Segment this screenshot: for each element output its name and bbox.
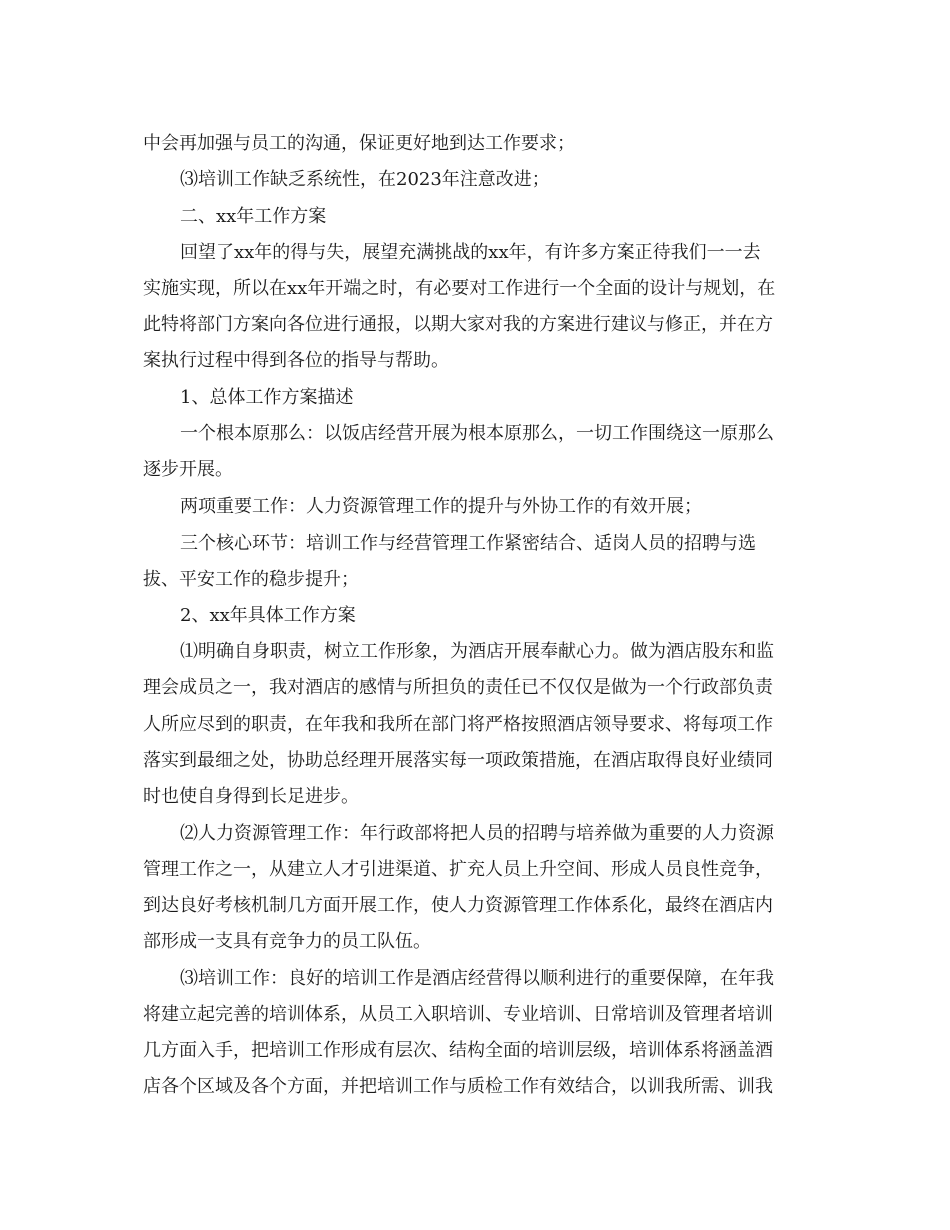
text-line: ⑴明确自身职责，树立工作形象，为酒店开展奉献心力。做为酒店股东和监 (180, 641, 774, 662)
text-line: 此特将部门方案向各位进行通报，以期大家对我的方案进行建议与修正，并在方 (143, 314, 773, 335)
text-line: 中会再加强与员工的沟通，保证更好地到达工作要求； (143, 133, 575, 154)
text-line: 到达良好考核机制几方面开展工作，使人力资源管理工作体系化，最终在酒店内 (143, 895, 773, 916)
text-line: 时也使自身得到长足进步。 (143, 786, 359, 807)
text-line: ⑶培训工作：良好的培训工作是酒店经营得以顺利进行的重要保障，在年我 (180, 968, 774, 989)
text-line: 落实到最细之处，协助总经理开展落实每一项政策措施，在酒店取得良好业绩同 (143, 750, 773, 771)
text-line: 部形成一支具有竞争力的员工队伍。 (143, 931, 431, 952)
text-line: 三个核心环节：培训工作与经营管理工作紧密结合、适岗人员的招聘与选 (180, 533, 756, 554)
text-line: 两项重要工作：人力资源管理工作的提升与外协工作的有效开展； (180, 496, 702, 517)
text-line: ⑶培训工作缺乏系统性，在2023年注意改进； (180, 169, 550, 190)
subsection-heading: 2、xx年具体工作方案 (180, 605, 356, 626)
text-line: 店各个区域及各个方面，并把培训工作与质检工作有效结合，以训我所需、训我 (143, 1076, 773, 1097)
text-line: 回望了xx年的得与失，展望充满挑战的xx年，有许多方案正待我们一一去 (180, 242, 761, 263)
subsection-heading: 1、总体工作方案描述 (180, 387, 354, 408)
text-line: 实施实现，所以在xx年开端之时，有必要对工作进行一个全面的设计与规划，在 (143, 278, 776, 299)
text-line: 将建立起完善的培训体系，从员工入职培训、专业培训、日常培训及管理者培训 (143, 1004, 773, 1025)
text-line: 案执行过程中得到各位的指导与帮助。 (143, 350, 449, 371)
text-line: 一个根本原那么：以饭店经营开展为根本原那么，一切工作围绕这一原那么 (180, 423, 774, 444)
text-line: 管理工作之一，从建立人才引进渠道、扩充人员上升空间、形成人员良性竞争， (143, 859, 773, 880)
text-line: 几方面入手，把培训工作形成有层次、结构全面的培训层级，培训体系将涵盖酒 (143, 1040, 773, 1061)
text-line: 理会成员之一，我对酒店的感情与所担负的责任已不仅仅是做为一个行政部负责 (143, 677, 773, 698)
section-heading: 二、xx年工作方案 (180, 206, 327, 227)
text-line: 拔、平安工作的稳步提升； (143, 569, 359, 590)
text-line: ⑵人力资源管理工作：年行政部将把人员的招聘与培养做为重要的人力资源 (180, 823, 774, 844)
text-line: 人所应尽到的职责，在年我和我所在部门将严格按照酒店领导要求、将每项工作 (143, 714, 773, 735)
text-line: 逐步开展。 (143, 459, 233, 480)
